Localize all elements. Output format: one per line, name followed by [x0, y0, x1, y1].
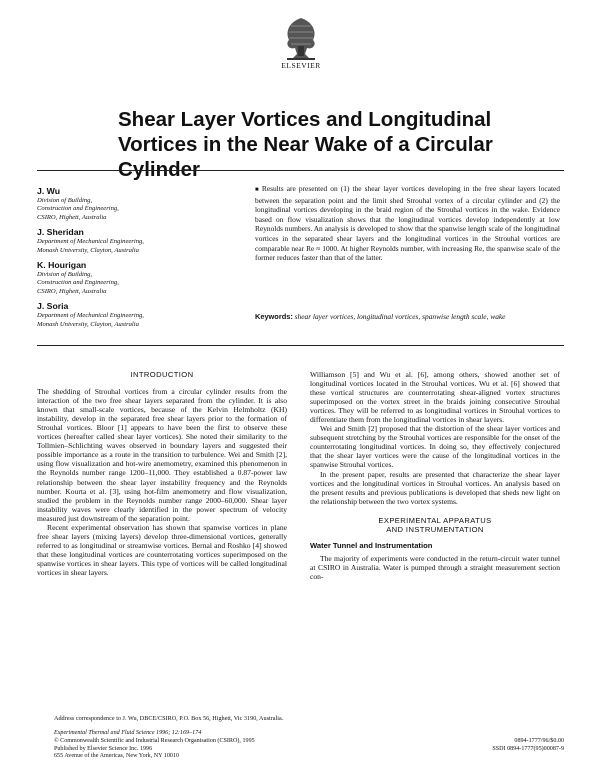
title-rule: [37, 170, 564, 171]
author-block: [37, 260, 247, 296]
publisher-logo: [276, 12, 326, 70]
copyright-line: © Commonwealth Scientific and Industrial Research Organisation (CSIRO), 1995: [54, 737, 255, 744]
abstract: ■ Results are presented on (1) the shear layer vortices developing in the free shear layers located between the separation point and the limit shed Strouhal vortex of a circular cylinder and (2) the longitudinal vortices developing in the braid region of the Strouhal vortices in the wake. Evidence based on flow visualization shows that the longitudinal vortices develop independently at low Reynolds numbers. An analysis is developed to show that the spanwise length scale of the longitudinal vortices in the separated shear layers and the longitudinal vortices in the Strouhal vortices are comparable near Re ≈ 1000. At higher Reynolds number, with increasing Re, the spanwise scale of the former reduces faster than that of the latter.: [255, 184, 560, 263]
publisher-logo-text: ELSEVIER: [281, 61, 321, 70]
author-affiliation: Construction and Engineering,: [37, 279, 119, 287]
experimental-heading: [310, 516, 560, 535]
introduction-heading: INTRODUCTION: [130, 370, 194, 379]
author-name: J. Wu: [37, 186, 61, 196]
author-affiliation: Monash University, Clayton, Australia: [37, 246, 139, 254]
journal-citation: Experimental Thermal and Fluid Science 1996; 12:169–174: [54, 730, 202, 736]
body-paragraph: The majority of experiments were conducted in the return-circuit water tunnel at CSIRO in Australia. Water is pumped through a straight measurement section con-: [310, 553, 560, 581]
author-affiliation: Monash University, Clayton, Australia: [37, 320, 139, 328]
keywords: [255, 312, 560, 322]
author-name: K. Hourigan: [37, 260, 87, 271]
author-affiliation: Construction and Engineering,: [37, 205, 119, 213]
left-column: [37, 370, 287, 577]
author-affiliation: CSIRO, Highett, Australia: [37, 213, 107, 221]
author-block: [37, 227, 247, 255]
page-footer: [54, 730, 564, 761]
publisher-address: 655 Avenue of the Americas, New York, NY 10010: [54, 753, 180, 760]
experimental-heading-line: EXPERIMENTAL APPARATUS: [378, 515, 492, 525]
keywords-label: Keywords:: [255, 312, 293, 321]
keywords-text: shear layer vortices, longitudinal vortices, spanwise length scale, wake: [294, 312, 506, 321]
publisher-line: Published by Elsevier Science Inc. 1996: [54, 745, 153, 752]
author-affiliation: CSIRO, Highett, Australia: [37, 287, 107, 295]
footer-row: [54, 730, 564, 738]
author-list: [37, 186, 247, 334]
author-name: J. Sheridan: [37, 227, 84, 238]
author-affiliation: Division of Building,: [37, 197, 93, 204]
author-affiliation: Division of Building,: [37, 271, 93, 279]
body-paragraph: Williamson [5] and Wu et al. [6], among others, showed another set of longitudinal vortices located in the Strouhal vortices. Wu et al. [6] showed that these vortical structures are counterrotating shear-aligned vortex structures superimposed on the vortex street in the braids joining consecutive Strouhal vortices. They will be referred to as longitudinal vortices in Strouhal vortices to differentiate them from the longitudinal vortices in shear layers.: [310, 370, 560, 425]
elsevier-tree-icon: [279, 12, 323, 62]
water-tunnel-subheading: Water Tunnel and Instrumentation: [310, 540, 433, 550]
correspondence-footnote: Address correspondence to J. Wu, DBCE/CSIRO, P.O. Box 56, Highett, Vic 3190, Australia.: [54, 715, 284, 722]
author-affiliation: Department of Mechanical Engineering,: [37, 312, 144, 320]
experimental-heading-line: AND INSTRUMENTATION: [386, 525, 484, 535]
body-paragraph: The shedding of Strouhal vortices from a circular cylinder results from the interaction of the two free shear layers separated from the cylinder. It is also known that small-scale vortices, because of the Kelvin Helmholtz (KH) instability, develop in the separated free shear layers prior to the formation of Strouhal vortices. Bloor [1] appears to have been the first to observe these vortices (hereafter called shear layer vortices). She noted their similarity to the Tollmien–Schlichting waves observed in boundary layers and suggested their possible importance as a route in the transition to turbulence. Wei and Smith [2], using flow visualization and hot-wire anemometry, examined this phenomenon in the Reynolds number range 1200–11,000. They established a 0.87-power law relationship between the shear layer instability frequency and the Reynolds number. Kourta et al. [3], using hot-film anemometry and flow visualization, studied the problem in the Reynolds number range 2000–60,000. Shear layer instability waves were clearly identified in the power spectrum of velocity measured just downstream of the separation point.: [37, 387, 287, 523]
abstract-rule: [37, 345, 564, 346]
author-block: [37, 301, 247, 329]
right-column: [310, 370, 560, 581]
author-affiliation: Department of Mechanical Engineering,: [37, 238, 144, 246]
author-name: J. Soria: [37, 301, 69, 312]
body-paragraph: Wei and Smith [2] proposed that the distortion of the shear layer vortices and subsequent stretching by the Strouhal vortices are responsible for the onset of the counterrotating longitudinal vortices. In doing so, they effectively conjectured that the shear layer vortices were the cause of the longitudinal vortices in the spanwise Strouhal vortices.: [310, 424, 560, 470]
body-paragraph: In the present paper, results are presented that characterize the shear layer vortices and the longitudinal vortices in Strouhal vortices. An analysis based on the present results and previous publications is developed that sheds new light on the relationship between the two vortex systems.: [310, 469, 560, 506]
footer-row: [54, 753, 564, 761]
body-paragraph: Recent experimental observation has shown that spanwise vortices in plane free shear layers (mixing layers) develop three-dimensional vortices, generally referred to as longitudinal or streamwise vortices. Bernal and Roshko [4] showed that these longitudinal vortices are counterrotating vortices superimposed on the spanwise vortices in shear layers. This type of vortices will be called longitudinal vortices in shear layers.: [37, 522, 287, 577]
issn: 0894-1777/96/$0.00: [514, 737, 564, 744]
article-title: Shear Layer Vortices and Longitudinal Vortices in the Near Wake of a Circular Cylinder: [118, 108, 493, 181]
author-block: [37, 186, 247, 222]
footer-row: [54, 738, 564, 746]
pii-code: SSDI 0894-1777(95)00087-9: [492, 745, 564, 752]
